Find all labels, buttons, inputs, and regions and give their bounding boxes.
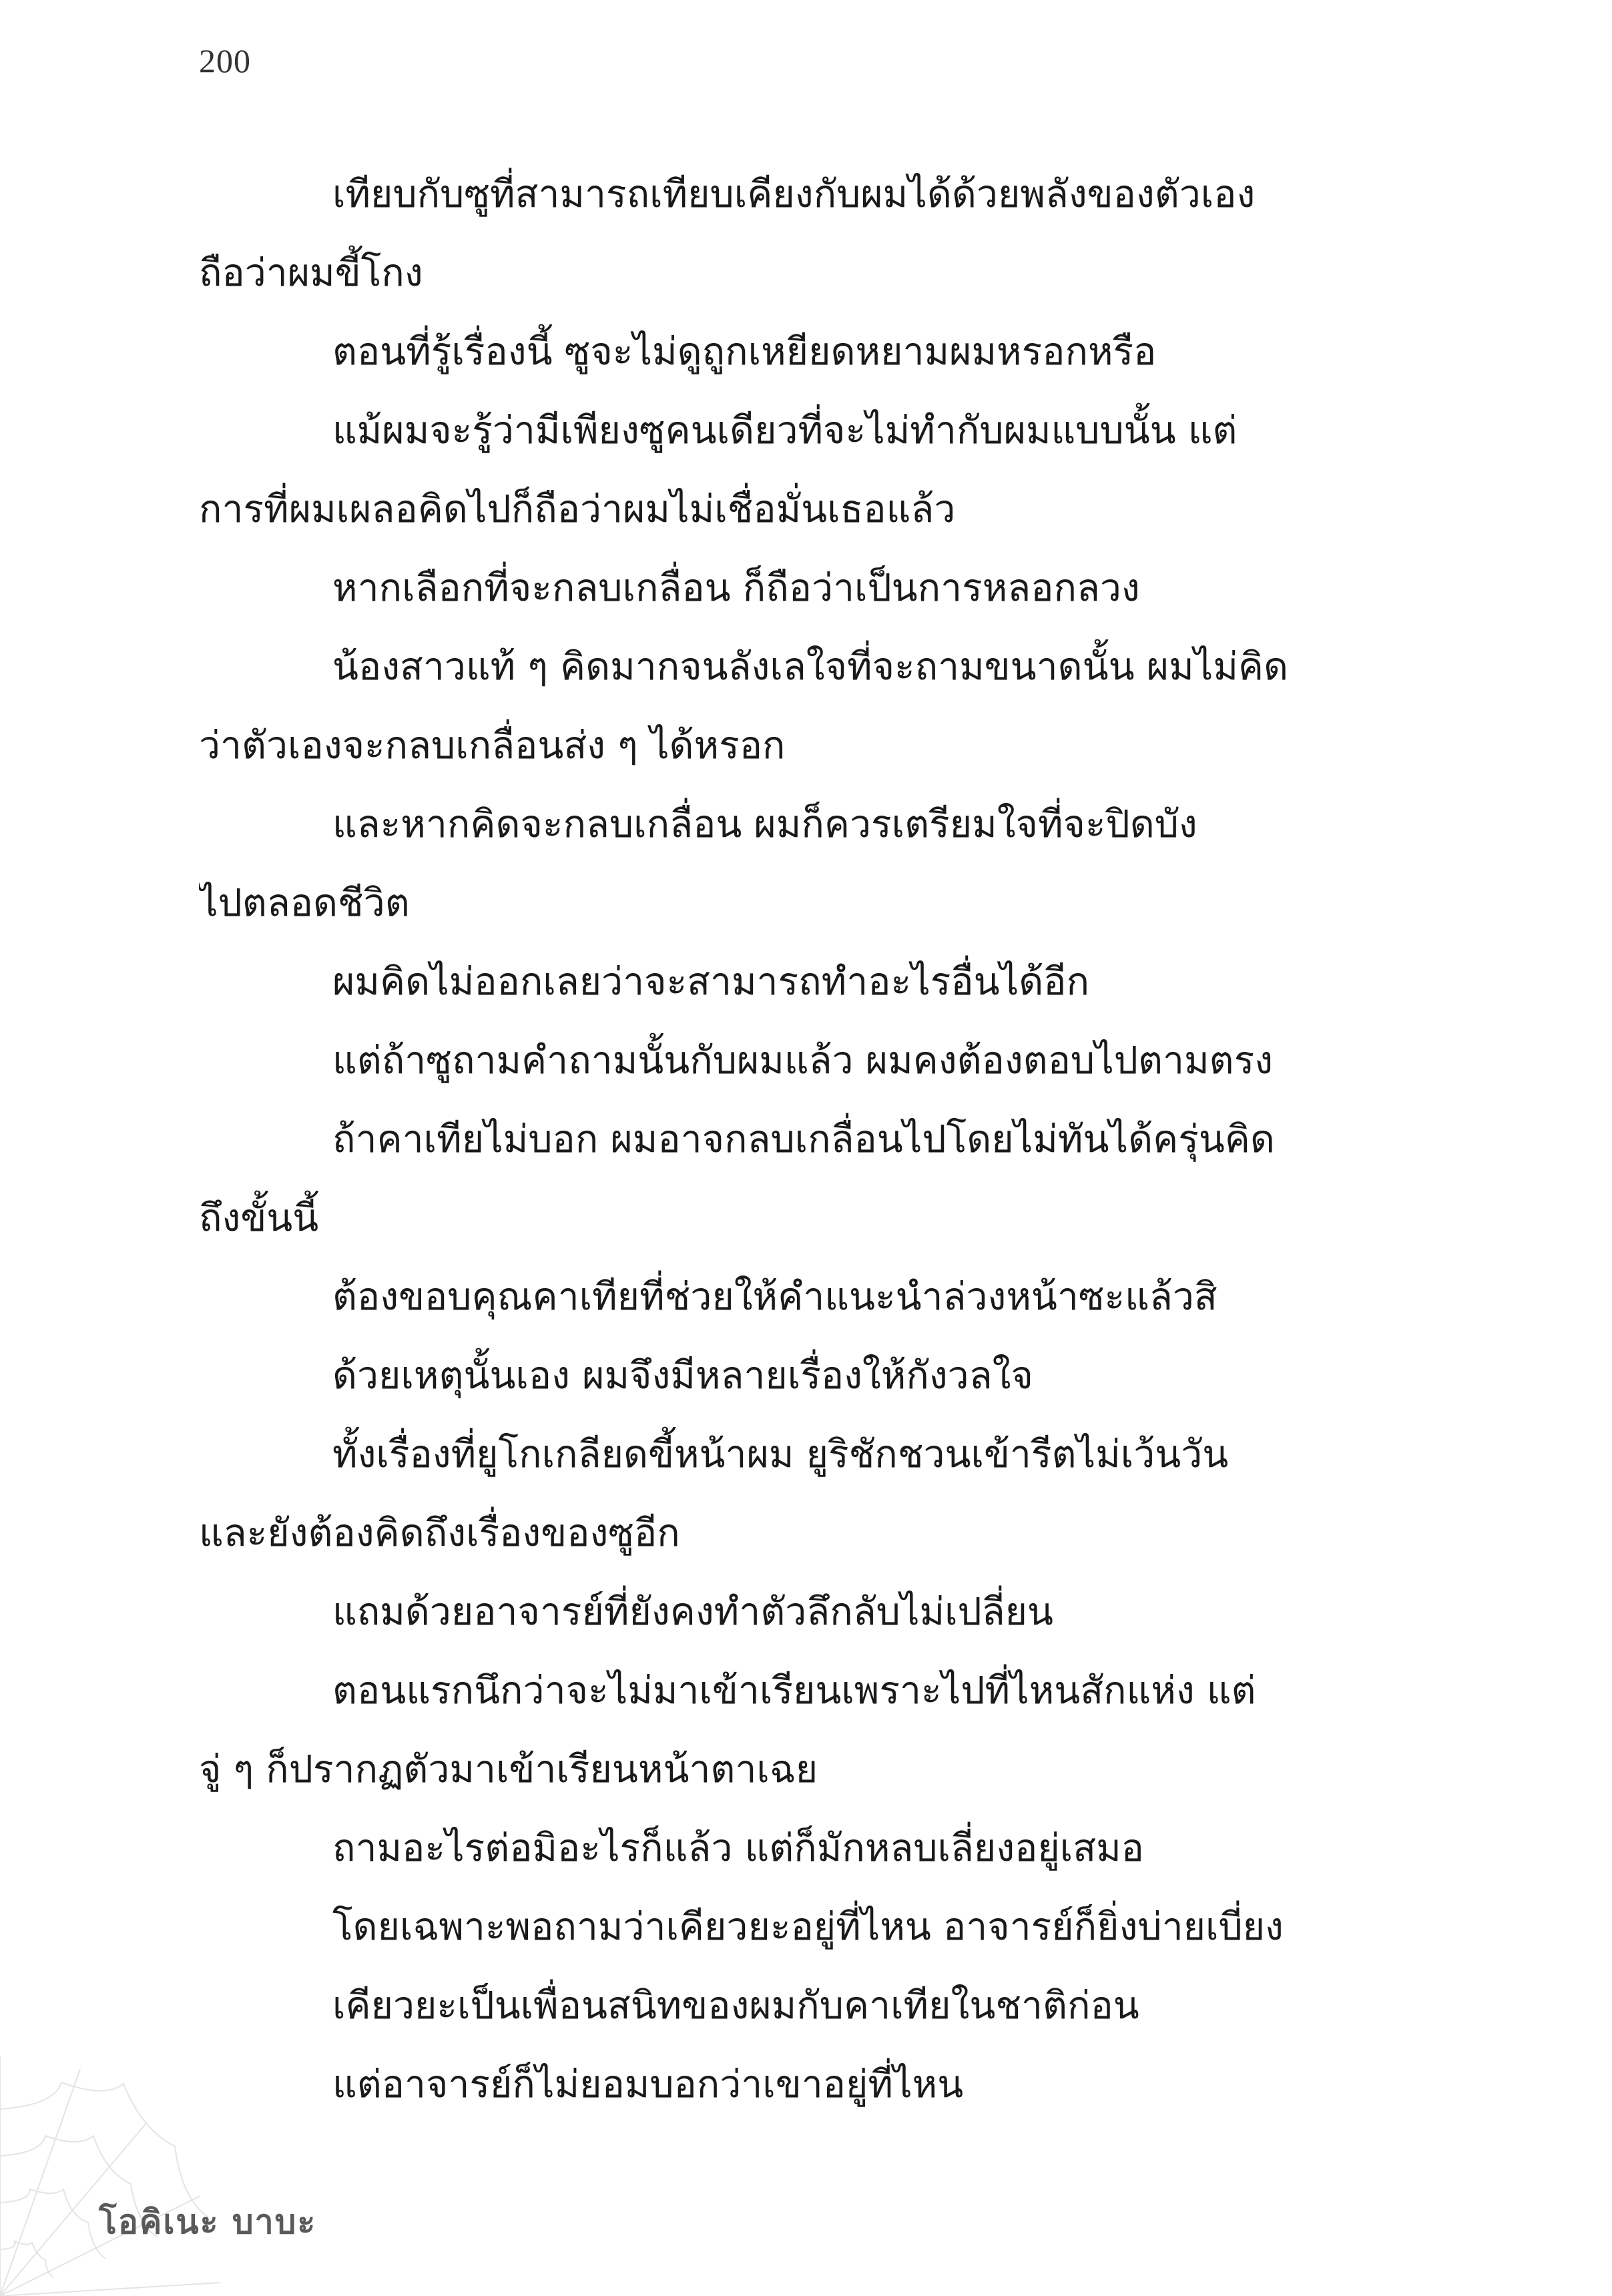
text-line: แถมด้วยอาจารย์ที่ยังคงทำตัวลึกลับไม่เปลี่ยน bbox=[332, 1590, 1054, 1634]
text-line: แต่อาจารย์ก็ไม่ยอมบอกว่าเขาอยู่ที่ไหน bbox=[332, 2062, 964, 2106]
footer-book-title: โอคิเนะ บาบะ bbox=[99, 2203, 317, 2241]
text-line: ตอนแรกนึกว่าจะไม่มาเข้าเรียนเพราะไปที่ไหนสักแห่ง แต่ bbox=[332, 1669, 1256, 1713]
text-line: ต้องขอบคุณคาเทียที่ช่วยให้คำแนะนำล่วงหน้าซะแล้วสิ bbox=[332, 1275, 1218, 1319]
text-line: แต่ถ้าซูถามคำถามนั้นกับผมแล้ว ผมคงต้องตอบไปตามตรง bbox=[332, 1039, 1274, 1083]
text-line: โดยเฉพาะพอถามว่าเคียวยะอยู่ที่ไหน อาจารย์ก็ยิ่งบ่ายเบี่ยง bbox=[332, 1905, 1284, 1949]
text-line: ถ้าคาเทียไม่บอก ผมอาจกลบเกลื่อนไปโดยไม่ทันได้ครุ่นคิด bbox=[332, 1117, 1275, 1161]
text-line: ทั้งเรื่องที่ยูโกเกลียดขี้หน้าผม ยูริชักชวนเข้ารีตไม่เว้นวัน bbox=[332, 1432, 1229, 1476]
spider-web-decoration bbox=[0, 2029, 227, 2296]
text-line: และยังต้องคิดถึงเรื่องของซูอีก bbox=[199, 1511, 680, 1555]
text-line: ตอนที่รู้เรื่องนี้ ซูจะไม่ดูถูกเหยียดหยามผมหรอกหรือ bbox=[332, 330, 1157, 374]
text-line: จู่ ๆ ก็ปรากฏตัวมาเข้าเรียนหน้าตาเฉย bbox=[199, 1747, 818, 1791]
text-line: ถือว่าผมขี้โกง bbox=[199, 251, 423, 295]
text-line: ผมคิดไม่ออกเลยว่าจะสามารถทำอะไรอื่นได้อีก bbox=[332, 960, 1090, 1004]
page-number: 200 bbox=[199, 42, 251, 79]
text-line: ว่าตัวเองจะกลบเกลื่อนส่ง ๆ ได้หรอก bbox=[199, 724, 786, 768]
text-line: น้องสาวแท้ ๆ คิดมากจนลังเลใจที่จะถามขนาดนั้น ผมไม่คิด bbox=[332, 645, 1289, 689]
text-line: และหากคิดจะกลบเกลื่อน ผมก็ควรเตรียมใจที่จะปิดบัง bbox=[332, 802, 1197, 846]
text-line: ถามอะไรต่อมิอะไรก็แล้ว แต่ก็มักหลบเลี่ยงอยู่เสมอ bbox=[332, 1826, 1144, 1870]
text-line: ไปตลอดชีวิต bbox=[199, 881, 410, 925]
text-line: เคียวยะเป็นเพื่อนสนิทของผมกับคาเทียในชาติก่อน bbox=[332, 1984, 1139, 2028]
text-line: เทียบกับซูที่สามารถเทียบเคียงกับผมได้ด้วยพลังของตัวเอง bbox=[332, 172, 1256, 216]
text-line: หากเลือกที่จะกลบเกลื่อน ก็ถือว่าเป็นการหลอกลวง bbox=[332, 566, 1140, 610]
body-text bbox=[199, 155, 1407, 2124]
text-line: ถึงขั้นนี้ bbox=[199, 1196, 319, 1240]
text-line: การที่ผมเผลอคิดไปก็ถือว่าผมไม่เชื่อมั่นเธอแล้ว bbox=[199, 487, 956, 531]
text-line: ด้วยเหตุนั้นเอง ผมจึงมีหลายเรื่องให้กังวลใจ bbox=[332, 1354, 1033, 1398]
text-line: แม้ผมจะรู้ว่ามีเพียงซูคนเดียวที่จะไม่ทำกับผมแบบนั้น แต่ bbox=[332, 408, 1238, 453]
